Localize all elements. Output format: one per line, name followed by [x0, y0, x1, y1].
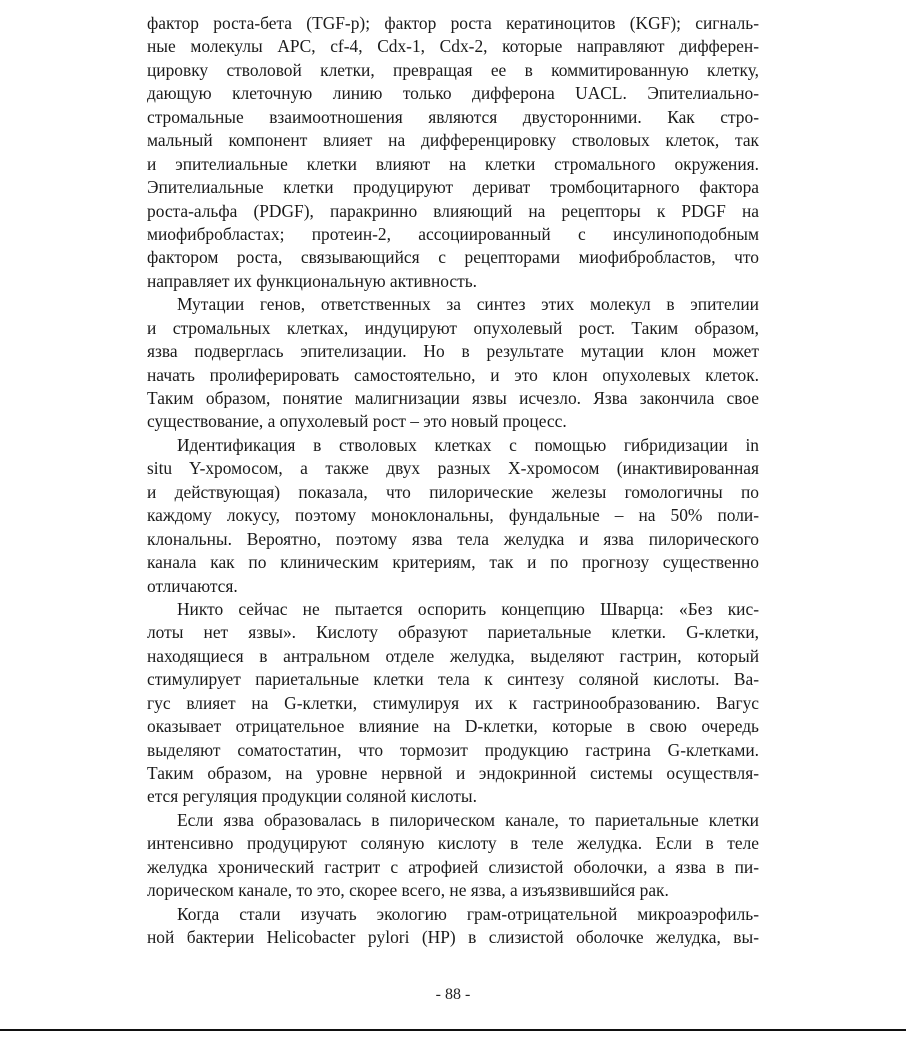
text-line: цировку стволовой клетки, превращая ее в коммитированную клетку,	[147, 59, 759, 80]
text-line: ной бактерии Helicobacter pylori (HP) в слизистой оболочке желудка, вы-	[147, 927, 759, 948]
text-line: мальный компонент влияет на дифференцировку стволовых клеток, так	[147, 130, 759, 151]
text-line: отличаются.	[147, 575, 238, 596]
text-line: и действующая) показала, что пилорические железы гомологичны по	[147, 481, 759, 502]
paragraph	[147, 598, 759, 809]
page-number: - 88 -	[435, 986, 471, 1003]
text-line: и эпителиальные клетки влияют на клетки стромального окружения.	[147, 153, 759, 174]
text-line: фактором роста, связывающийся с рецепторами миофибробластов, что	[147, 247, 759, 268]
text-line: фактор роста-бета (TGF-p); фактор роста кератиноцитов (KGF); сигналь-	[147, 13, 759, 33]
text-line: каждому локусу, поэтому моноклональны, фундальные – на 50% поли-	[147, 505, 759, 526]
text-line: Мутации генов, ответственных за синтез этих молекул в эпителии	[177, 294, 759, 315]
text-line: Таким образом, на уровне нервной и эндокринной системы осуществля-	[147, 763, 759, 783]
text-line: стимулирует париетальные клетки тела к синтезу соляной кислоты. Ва-	[147, 669, 759, 690]
text-line: выделяют соматостатин, что тормозит продукцию гастрина G-клетками.	[147, 739, 759, 760]
text-line: желудка хронический гастрит с атрофией слизистой оболочки, а язва в пи-	[147, 856, 759, 877]
text-line: язва подверглась эпителизации. Но в результате мутации клон может	[147, 341, 759, 362]
text-line: существование, а опухолевый рост – это новый процесс.	[147, 411, 567, 432]
text-line: Когда стали изучать экологию грам-отрицательной микроаэрофиль-	[177, 903, 759, 924]
paragraph	[147, 12, 759, 293]
paragraph	[147, 809, 759, 903]
text-line: Никто сейчас не пытается оспорить концепцию Шварца: «Без кис-	[177, 598, 759, 619]
text-line: направляет их функциональную активность.	[147, 270, 478, 291]
text-line: гус влияет на G-клетки, стимулируя их к гастринообразованию. Вагус	[147, 692, 759, 713]
text-line: Таким образом, понятие малигнизации язвы исчезло. Язва закончила свое	[147, 388, 759, 408]
text-line: Эпителиальные клетки продуцируют дериват тромбоцитарного фактора	[147, 177, 759, 198]
page-body	[147, 12, 759, 950]
text-line: миофибробластах; протеин-2, ассоциированный с инсулиноподобным	[147, 223, 759, 244]
text-line: стромальные взаимоотношения являются двусторонними. Как стро-	[147, 106, 759, 127]
text-line: роста-альфа (PDGF), паракринно влияющий на рецепторы к PDGF на	[147, 200, 759, 221]
text-line: лоты нет язвы». Кислоту образуют париетальные клетки. G-клетки,	[147, 622, 759, 643]
paragraph	[147, 434, 759, 598]
paragraph	[147, 293, 759, 434]
text-line: situ Y-хромосом, а также двух разных X-хромосом (инактивированная	[147, 458, 759, 479]
text-line: находящиеся в антральном отделе желудка, выделяют гастрин, который	[147, 645, 759, 666]
text-line: ется регуляция продукции соляной кислоты.	[147, 786, 477, 807]
text-line: канала как по клиническим критериям, так и по прогнозу существенно	[147, 552, 759, 573]
bottom-rule	[0, 1029, 906, 1031]
text-line: Если язва образовалась в пилорическом канале, то париетальные клетки	[177, 809, 759, 830]
text-line: оказывает отрицательное влияние на D-клетки, которые в свою очередь	[147, 716, 759, 737]
paragraph	[147, 903, 759, 950]
text-line: интенсивно продуцируют соляную кислоту в теле желудка. Если в теле	[147, 833, 759, 854]
text-line: начать пролиферировать самостоятельно, и это клон опухолевых клеток.	[147, 364, 759, 385]
text-line: Идентификация в стволовых клетках с помощью гибридизации in	[177, 434, 759, 455]
text-line: и стромальных клетках, индуцируют опухолевый рост. Таким образом,	[147, 317, 759, 338]
text-line: лорическом канале, то это, скорее всего, не язва, а изъязвившийся рак.	[147, 880, 669, 901]
text-line: ные молекулы APC, cf-4, Cdx-1, Cdx-2, которые направляют дифферен-	[147, 36, 759, 57]
text-line: дающую клеточную линию только дифферона UACL. Эпителиально-	[147, 83, 759, 104]
text-line: клональны. Вероятно, поэтому язва тела желудка и язва пилорического	[147, 528, 759, 549]
